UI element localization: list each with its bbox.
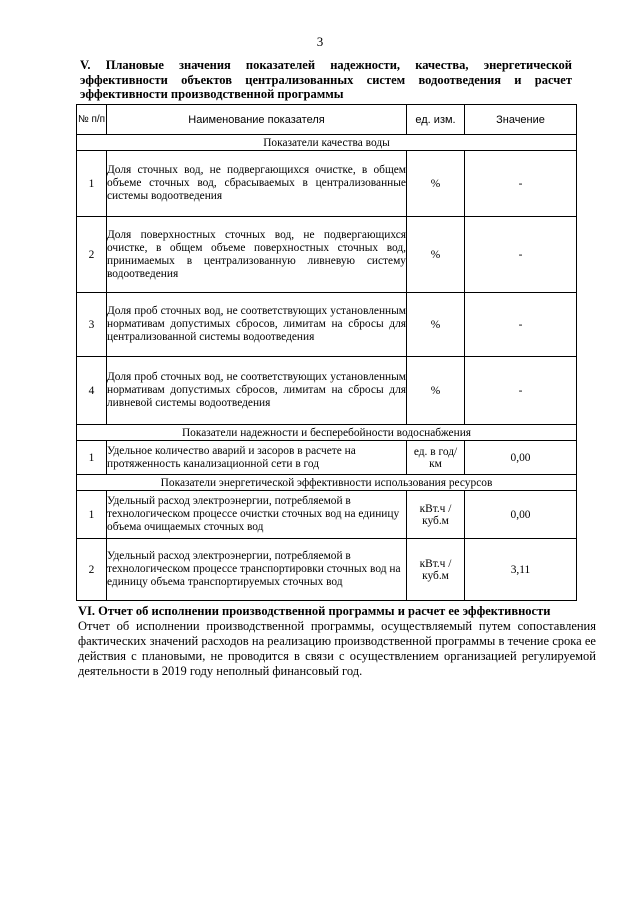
table-header-row [77, 105, 577, 135]
table-row [77, 293, 577, 357]
table-row [77, 217, 577, 293]
header-name: Наименование показателя [107, 105, 407, 135]
row-value: - [465, 217, 577, 293]
group-row [77, 475, 577, 491]
row-value: 0,00 [465, 491, 577, 539]
row-value: - [465, 293, 577, 357]
row-name: Удельное количество аварий и засоров в расчете на протяженность канализационной сети в год [107, 441, 407, 475]
header-num: № п/п [77, 105, 107, 135]
row-num: 1 [77, 491, 107, 539]
page-number: 3 [316, 34, 324, 49]
group-row [77, 425, 577, 441]
row-num: 4 [77, 357, 107, 425]
row-value: 3,11 [465, 539, 577, 601]
row-name: Доля поверхностных сточных вод, не подвергающихся очистке, в общем объеме поверхностных сточных вод, принимаемых в централизованную ливневую систему водоотведения [107, 217, 407, 293]
row-num: 2 [77, 217, 107, 293]
indicators-table [76, 104, 577, 601]
row-unit: кВт.ч / куб.м [407, 539, 465, 601]
group-title: Показатели надежности и бесперебойности водоснабжения [77, 425, 577, 441]
row-value: - [465, 151, 577, 217]
section-5-title: V. Плановые значения показателей надежности, качества, энергетической эффективности объектов централизованных систем водоотведения и расчет эффективности производственной программы [80, 58, 572, 101]
table-row [77, 539, 577, 601]
group-row [77, 135, 577, 151]
row-num: 3 [77, 293, 107, 357]
row-name: Удельный расход электроэнергии, потребляемой в технологическом процессе транспортировки сточных вод на единицу объема транспортируемых сточных вод [107, 539, 407, 601]
section-6 [78, 604, 596, 679]
row-value: 0,00 [465, 441, 577, 475]
row-num: 1 [77, 441, 107, 475]
header-unit: ед. изм. [407, 105, 465, 135]
group-title: Показатели качества воды [77, 135, 577, 151]
row-name: Доля проб сточных вод, не соответствующих установленным нормативам допустимых сбросов, лимитам на сбросы для ливневой системы водоотведения [107, 357, 407, 425]
row-unit: % [407, 151, 465, 217]
row-unit: % [407, 217, 465, 293]
row-value: - [465, 357, 577, 425]
section-6-body: Отчет об исполнении производственной программы, осуществляемый путем сопоставления фактических значений расходов на реализацию производственной программы в течение срока ее действия с плановыми, не проводится в связи с осуществлением организацией регулируемой деятельности в 2019 году неполный финансовый год. [78, 619, 596, 678]
table-row [77, 357, 577, 425]
group-title: Показатели энергетической эффективности использования ресурсов [77, 475, 577, 491]
row-num: 1 [77, 151, 107, 217]
row-unit: кВт.ч / куб.м [407, 491, 465, 539]
header-value: Значение [465, 105, 577, 135]
table-row [77, 441, 577, 475]
row-unit: % [407, 357, 465, 425]
row-name: Доля сточных вод, не подвергающихся очистке, в общем объеме сточных вод, сбрасываемых в централизованные системы водоотведения [107, 151, 407, 217]
table-row [77, 151, 577, 217]
row-name: Удельный расход электроэнергии, потребляемой в технологическом процессе очистки сточных вод на единицу объема очищаемых сточных вод [107, 491, 407, 539]
table-row [77, 491, 577, 539]
row-name: Доля проб сточных вод, не соответствующих установленным нормативам допустимых сбросов, лимитам на сбросы для централизованной системы водоотведения [107, 293, 407, 357]
section-6-title: VI. Отчет об исполнении производственной программы и расчет ее эффективности [78, 604, 551, 618]
row-unit: % [407, 293, 465, 357]
row-num: 2 [77, 539, 107, 601]
row-unit: ед. в год/ км [407, 441, 465, 475]
